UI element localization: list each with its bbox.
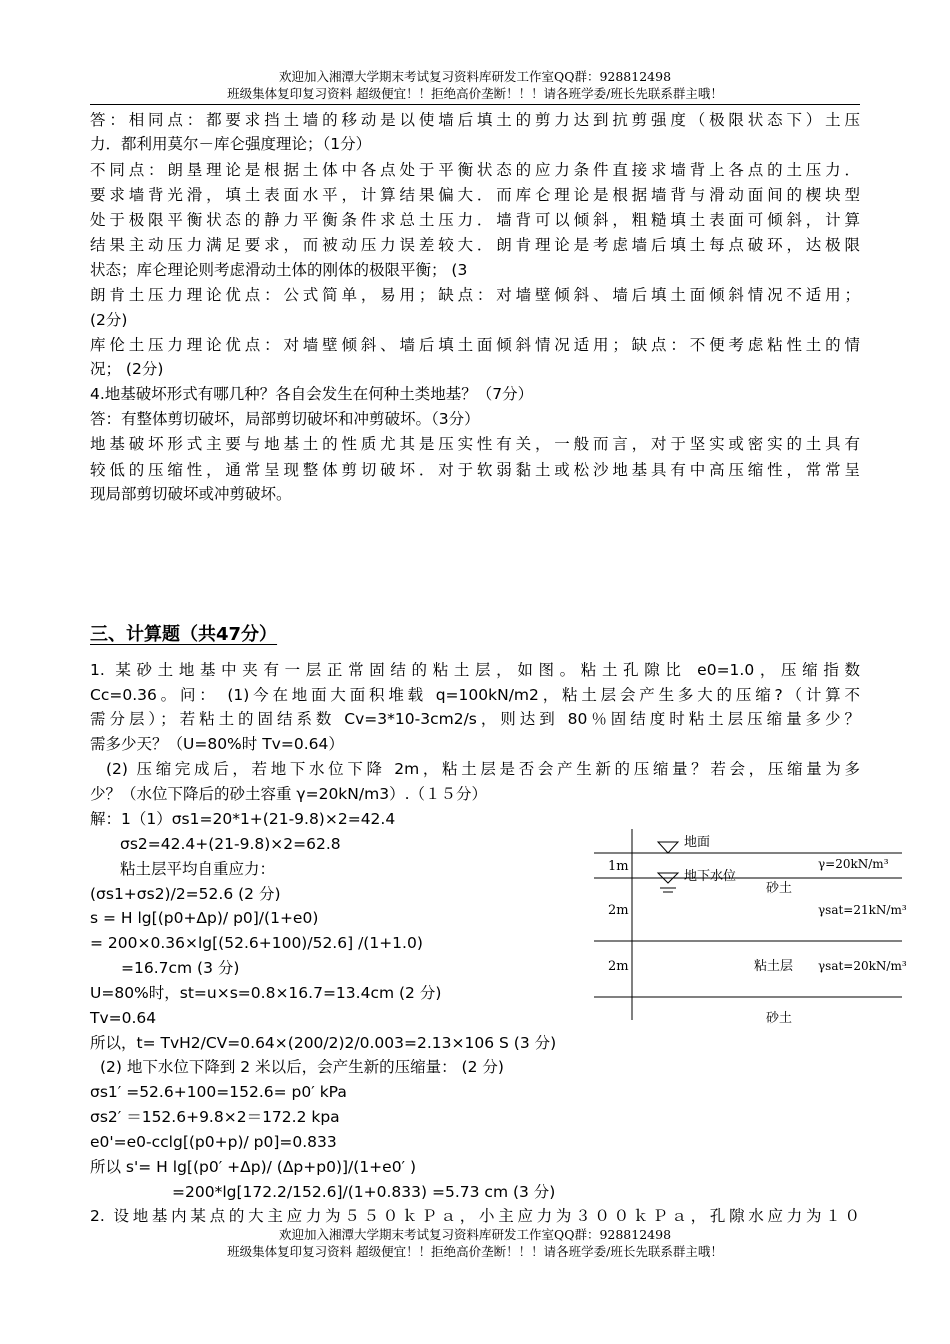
q3-line-9: (2分) — [90, 311, 128, 329]
q3-line-11: 况； (2分) — [90, 360, 164, 378]
q4-answer-line-4: 现局部剪切破坏或冲剪破坏。 — [90, 485, 292, 503]
calc1-line-4: 需多少天？（U=80%时 Tv=0.64） — [90, 735, 344, 753]
header-divider — [90, 104, 860, 105]
calc1-line-6: 少？（水位下降后的砂土容重 γ=20kN/m3）.（１５分） — [90, 785, 487, 803]
sand-lower-label: 砂土 — [766, 1011, 793, 1026]
q3-line-7: 状态；库仑理论则考虑滑动土体的刚体的极限平衡； (3 — [90, 261, 468, 279]
q4-answer-line-2: 地基破坏形式主要与地基土的性质尤其是压实性有关，一般而言，对于坚实或密实的土具有 — [90, 435, 860, 453]
header-line-1: 欢迎加入湘潭大学期末考试复习资料库研发工作室QQ群：928812498 — [278, 69, 672, 84]
water-table-label: 地下水位 — [684, 869, 737, 884]
sand-saturated-unit-weight: γsat=21kN/m³ — [818, 903, 907, 917]
soil-profile-diagram — [590, 825, 910, 1040]
sand-unit-weight: γ=20kN/m³ — [818, 857, 889, 871]
q3-line-6: 结果主动压力满足要求，而被动压力误差较大．朗肯理论是考虑墙后填土每点破环，达极限 — [90, 236, 860, 254]
ground-marker-icon — [658, 842, 678, 853]
depth-label-1: 1m — [608, 859, 629, 874]
solution-line-16: =200*lg[172.2/152.6]/(1+0.833) =5.73 cm (3 分) — [172, 1183, 556, 1201]
q3-line-4: 要求墙背光滑，填土表面水平，计算结果偏大．而库仑理论是根据墙背与滑动面间的楔块型 — [90, 186, 860, 204]
solution-line-13: σs2′ ＝152.6+9.8×2＝172.2 kpa — [90, 1108, 340, 1126]
solution-line-11: (2) 地下水位下降到 2 米以后，会产生新的压缩量： (2 分) — [100, 1058, 504, 1076]
calc1-line-1: 1. 某砂土地基中夹有一层正常固结的粘土层，如图。粘土孔隙比 e0=1.0，压缩指数 — [90, 661, 860, 679]
solution-line-12: σs1′ =52.6+100=152.6= p0′ kPa — [90, 1083, 347, 1101]
solution-line-5: s = H lg[(p0+Δp)/ p0]/(1+e0) — [90, 909, 319, 927]
footer-line-2: 班级集体复印复习资料 超级便宜！！拒绝高价垄断！！！请各班学委/班长先联系群主哦！ — [227, 1244, 723, 1259]
ground-label: 地面 — [684, 835, 711, 850]
depth-label-3: 2m — [608, 959, 629, 974]
solution-line-8: U=80%时，st=u×s=0.8×16.7=13.4cm (2 分) — [90, 984, 442, 1002]
q3-line-2: 力．都利用莫尔－库仑强度理论；（1分） — [90, 135, 372, 153]
footer-line-1: 欢迎加入湘潭大学期末考试复习资料库研发工作室QQ群：928812498 — [278, 1227, 672, 1242]
q4-question: 4.地基破坏形式有哪几种？各自会发生在何种土类地基？（7分） — [90, 385, 534, 403]
q4-answer-line-1: 答：有整体剪切破坏，局部剪切破坏和冲剪破坏。（3分） — [90, 410, 480, 428]
q3-line-5: 处于极限平衡状态的静力平衡条件求总土压力．墙背可以倾斜，粗糙填土表面可倾斜，计算 — [90, 211, 860, 229]
q2-line-1: 2. 设地基内某点的大主应力为５５０ｋＰａ，小主应力为３００ｋＰａ，孔隙水应力为１０ — [90, 1207, 860, 1225]
solution-line-10: 所以，t= TvH2/CV=0.64×(200/2)2/0.003=2.13×106 S (3 分) — [90, 1034, 557, 1052]
depth-label-2: 2m — [608, 903, 629, 918]
header-line-2: 班级集体复印复习资料 超级便宜！！拒绝高价垄断！！！请各班学委/班长先联系群主哦！ — [227, 86, 723, 101]
q3-line-3: 不同点：朗垦理论是根据土体中各点处于平衡状态的应力条件直接求墙背上各点的土压力． — [90, 161, 860, 179]
q3-line-8: 朗肯土压力理论优点：公式简单，易用；缺点：对墙壁倾斜、墙后填土面倾斜情况不适用； — [90, 286, 860, 304]
calc1-line-5: (2) 压缩完成后，若地下水位下降 2m，粘土层是否会产生新的压缩量？若会，压缩量为多 — [106, 760, 860, 778]
sand-upper-label: 砂土 — [766, 881, 793, 896]
calc1-line-2: Cc=0.36。问： (1)今在地面大面积堆载 q=100kN/m2，粘土层会产生多大的压缩?（计算不 — [90, 686, 860, 704]
clay-layer-label: 粘土层 — [754, 959, 794, 974]
section-title: 三、计算题（共47分） — [90, 624, 278, 645]
q4-answer-line-3: 较低的压缩性，通常呈现整体剪切破坏．对于软弱黏土或松沙地基具有中高压缩性，常常呈 — [90, 461, 860, 479]
q3-line-1: 答：相同点：都要求挡土墙的移动是以使墙后填土的剪力达到抗剪强度（极限状态下）土压 — [90, 111, 860, 129]
solution-line-14: e0'=e0-cclg[(p0+p)/ p0]=0.833 — [90, 1133, 337, 1151]
solution-line-15: 所以 s'= H lg[(p0′ +Δp)/ (Δp+p0)]/(1+e0′ ) — [90, 1158, 417, 1176]
solution-line-6: = 200×0.36×lg[(52.6+100)/52.6] /(1+1.0) — [90, 934, 423, 952]
solution-line-2: σs2=42.4+(21-9.8)×2=62.8 — [120, 835, 341, 853]
page-footer — [90, 1226, 860, 1260]
page-header — [90, 68, 860, 102]
q3-line-10: 库伦土压力理论优点：对墙壁倾斜、墙后填土面倾斜情况适用；缺点：不便考虑粘性土的情 — [90, 336, 860, 354]
solution-line-1: 解：1（1）σs1=20*1+(21-9.8)×2=42.4 — [90, 810, 396, 828]
solution-line-3: 粘土层平均自重应力： — [120, 860, 276, 878]
solution-line-4: (σs1+σs2)/2=52.6 (2 分) — [90, 885, 281, 903]
calc1-line-3: 需分层）；若粘土的固结系数 Cv=3*10-3cm2/s，则达到 80％固结度时粘土层压缩量多少？ — [90, 710, 860, 728]
clay-saturated-unit-weight: γsat=20kN/m³ — [818, 959, 907, 973]
solution-line-9: Tv=0.64 — [90, 1009, 157, 1027]
solution-line-7: =16.7cm (3 分) — [121, 959, 240, 977]
